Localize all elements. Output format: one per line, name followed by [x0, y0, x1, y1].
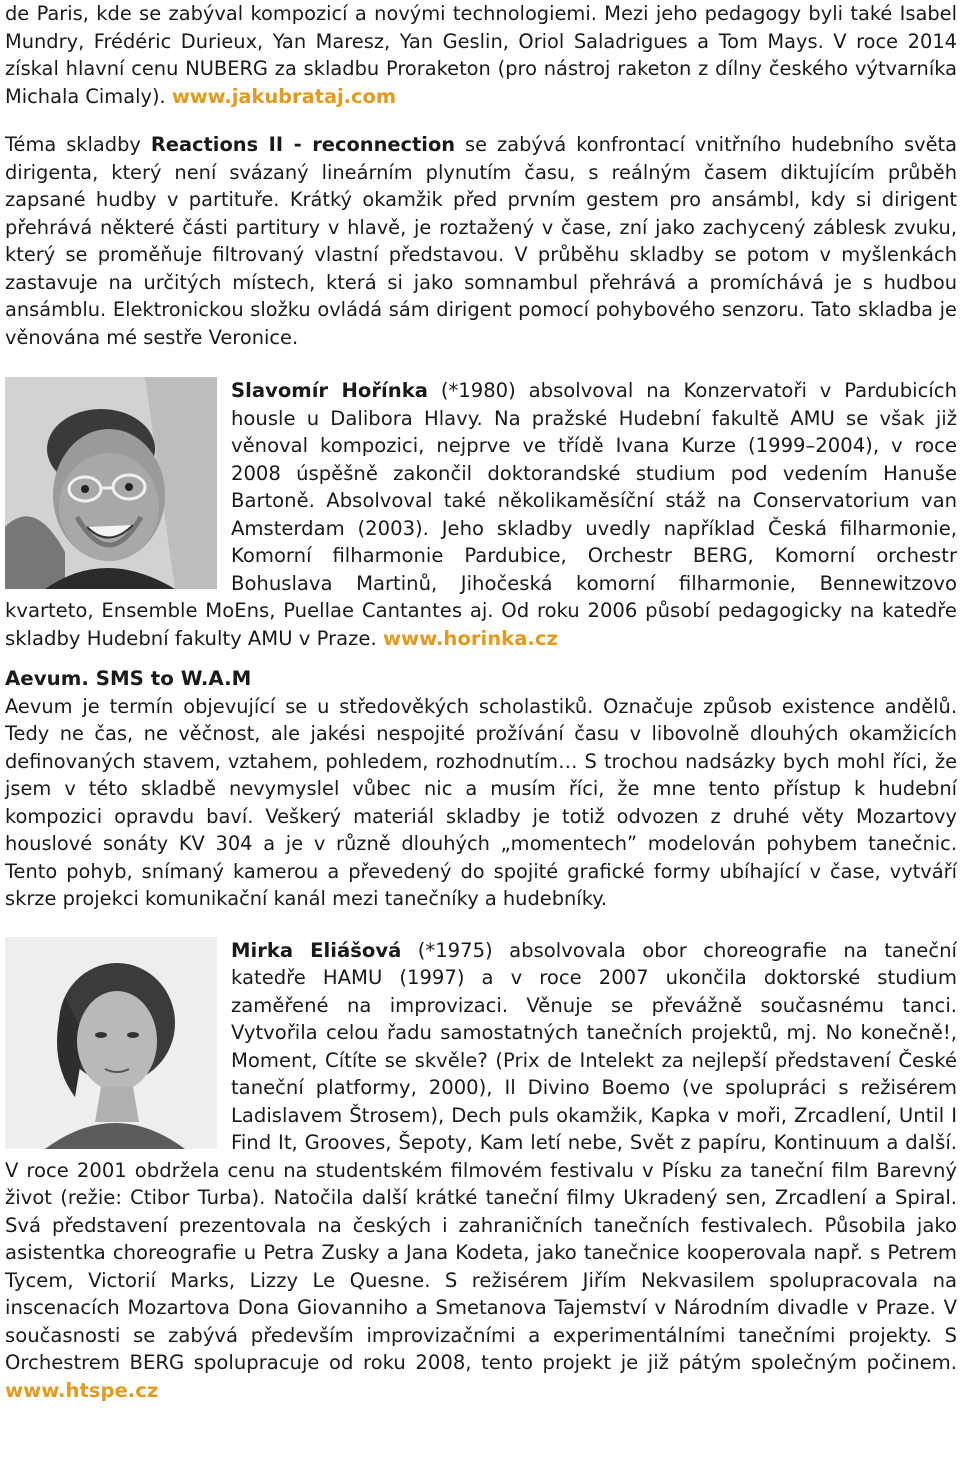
reactions-paragraph [5, 131, 957, 351]
htspe-link[interactable]: www.htspe.cz [5, 1378, 159, 1402]
reactions-title: Reactions II - reconnection [150, 133, 456, 156]
eliasova-section [5, 937, 957, 1405]
intro-paragraph [5, 0, 957, 110]
eliasova-text: (*1975) absolvovala obor choreografie na taneční katedře HAMU (1997) a v roce 2007 ukončila doktorské studium zaměřené na improvizaci. Věnuje se převážně současnému tanci. Vytvořila celou řadu samostatných tanečních projektů, mj. No konečně!, Moment, Cítíte se skvěle? (Prix de Intelekt za nejlepší představení České taneční platformy, 2000), Il Divino Boemo (ve spolupráci s režisérem Ladislavem Štrosem), Dech puls okamžik, Kapka v moři, Zrcadlení, Until I Find It, Grooves, Šepoty, Kam letí nebe, Svět z papíru, Kontinuum a další. V roce 2001 obdržela cenu na studentském filmovém festivalu v Písku za taneční film Barevný život (režie: Ctibor Turba). Natočila další krátké taneční filmy Ukradený sen, Zrcadlení a Spiral. Svá představení prezentovala na českých i zahraničních tanečních festivalech. Působila jako asistentka choreografie u Petra Zusky a Jana Kodeta, jako tanečnice kooperovala např. s Petrem Tycem, Victorií Marks, Lizzy Le Quesne. S režisérem Jiřím Nekvasilem spolupracovala na inscenacích Mozartova Dona Giovanniho a Smetanova Tajemství v Národním divadle v Praze. V současnosti se zabývá především improvizačními a experimentálními tanečními projekty. S Orchestrem BERG spolupracuje od roku 2008, tento projekt je již pátým společným počinem. [5, 938, 958, 1374]
horinka-section [5, 377, 957, 652]
intro-text: de Paris, kde se zabýval kompozicí a novými technologiemi. Mezi jeho pedagogy byli také Isabel Mundry, Frédéric Durieux, Yan Maresz, Yan Geslin, Oriol Saladrigues a Tom Mays. V roce 2014 získal hlavní cenu NUBERG za skladbu Proraketon (pro nástroj raketon z dílny českého výtvarníka Michala Cimaly). [5, 2, 957, 108]
aevum-heading: Aevum. SMS to W.A.M [5, 667, 252, 690]
horinka-link[interactable]: www.horinka.cz [382, 626, 558, 650]
portrait-woman-image [5, 937, 217, 1149]
eliasova-photo [5, 937, 217, 1149]
document-page [5, 0, 957, 1404]
aevum-paragraph: Aevum je termín objevující se u středověkých scholastiků. Označuje způsob existence andělů. Tedy ne čas, ne věčnost, ale jakési nespojité prožívání času v libovolně dlouhých okamžicích definovaných stavem, vztahem, pohledem, rozhodnutím… S trochou nadsázky bych mohl říci, že jsem v této skladbě nevymyslel vůbec nic a musím říci, že mne tento přístup k hudební kompozici opravdu baví. Veškerý materiál skladby je totiž odvozen z druhé věty Mozartovy houslové sonáty KV 304 a je v různě dlouhých „momentech” modelován pohybem tanečnic. Tento pohyb, snímaný kamerou a převedený do spojité grafické formy ubíhající v čase, vytváří skrze projekci komunikační kanál mezi tanečníky a hudebníky. [5, 694, 957, 910]
horinka-photo [5, 377, 217, 589]
reactions-text: se zabývá konfrontací vnitřního hudebního světa dirigenta, který není svázaný lineárním plynutím času, s reálným časem diktujícím průběh zapsané hudby v partituře. Krátký okamžik před prvním gestem pro ansámbl, kdy si dirigent přehrává některé části partitury v hlavě, je roztažený v čase, zní jako zachycený záblesk zvuku, který se proměňuje filtrovaný vlastní představou. V průběhu skladby se potom v myšlenkách zastavuje na určitých místech, která si jako somnambul přehrává a promíchává je s hudbou ansámblu. Elektronickou složku ovládá sám dirigent pomocí pohybového senzoru. Tato skladba je věnována mé sestře Veronice. [5, 133, 957, 349]
reactions-prefix: Téma skladby [5, 133, 141, 156]
portrait-man-image [5, 377, 217, 589]
horinka-text: (*1980) absolvoval na Konzervatoři v Pardubicích housle u Dalibora Hlavy. Na pražské Hudební fakultě AMU se však již věnoval kompozici, nejprve ve třídě Ivana Kurze (1999–2004), v roce 2008 úspěšně zakončil doktorandské studium pod vedením Hanuše Bartoně. Absolvoval také několikaměsíční stáž na Conservatorium van Amsterdam (2003). Jeho skladby uvedly například Česká filharmonie, Komorní filharmonie Pardubice, Orchestr BERG, Komorní orchestr Bohuslava Martinů, Jihočeská komorní filharmonie, Bennewitzovo kvarteto, Ensemble MoEns, Puellae Cantantes aj. Od roku 2006 působí pedagogicky na katedře skladby Hudební fakulty AMU v Praze. [5, 379, 958, 650]
eliasova-name: Mirka Eliášová [231, 938, 402, 962]
jakubrataj-link[interactable]: www.jakubrataj.com [171, 84, 397, 108]
horinka-name: Slavomír Hořínka [231, 379, 428, 402]
